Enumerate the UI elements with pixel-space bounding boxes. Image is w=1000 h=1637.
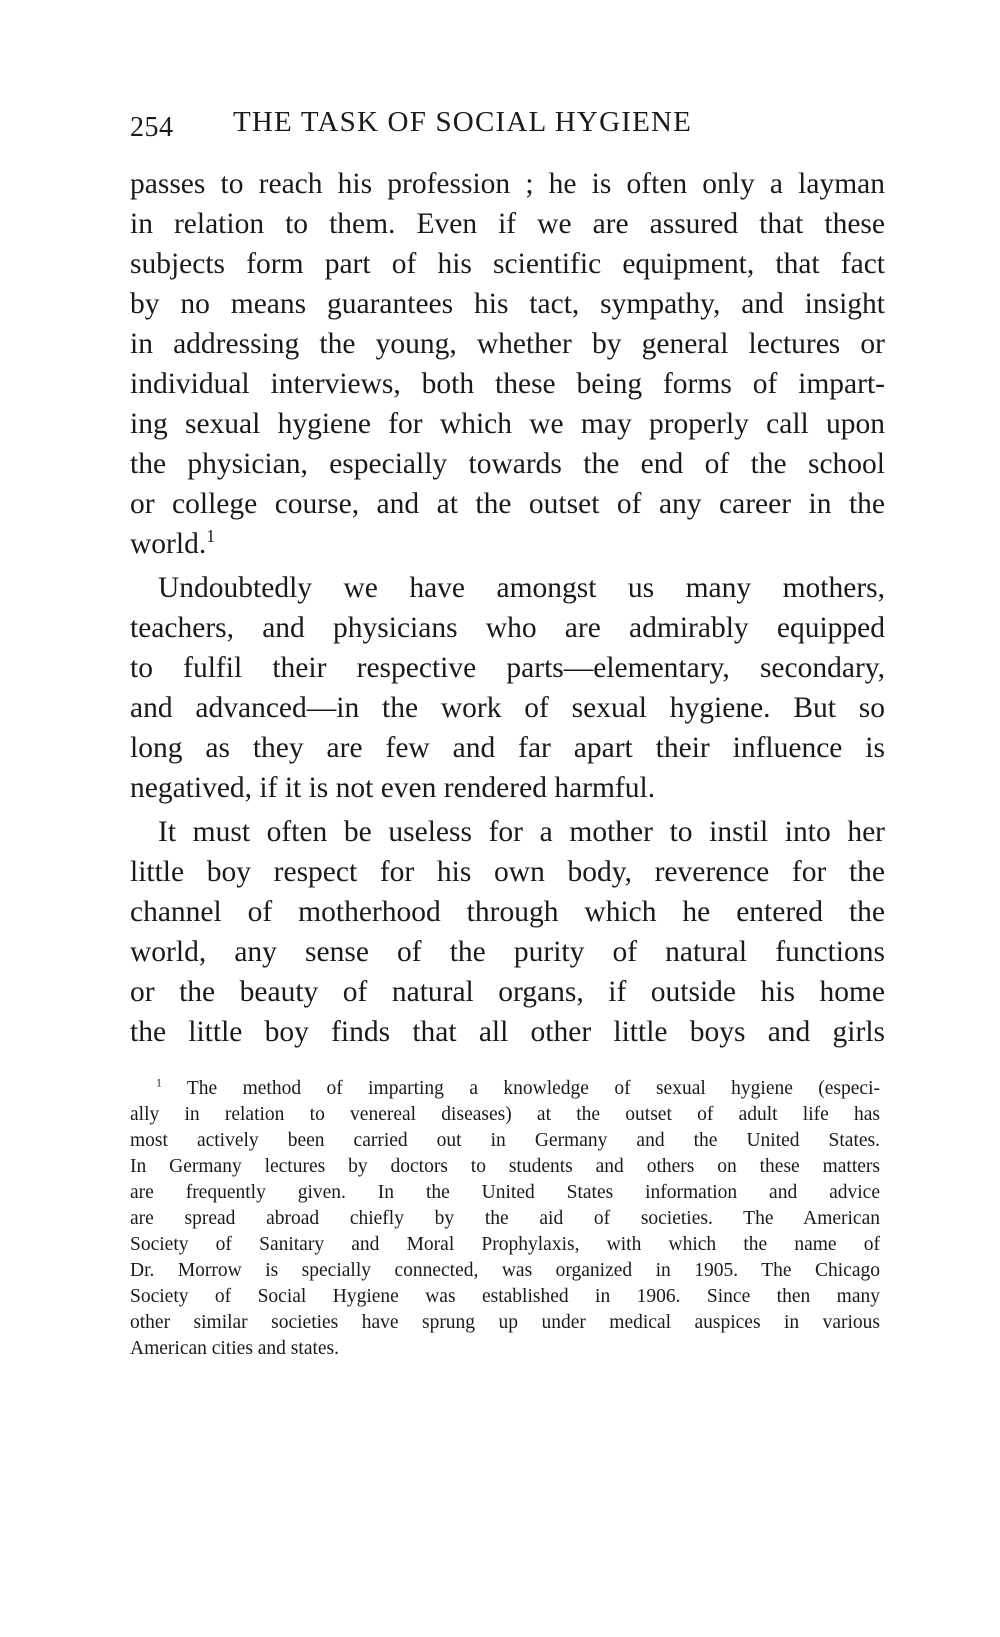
footnote-line: In Germany lectures by doctors to students and others on these matters (130, 1156, 880, 1177)
footnote-line: Society of Sanitary and Moral Prophylaxis, with which the name of (130, 1234, 880, 1255)
footnote-line: Dr. Morrow is specially connected, was organized in 1905. The Chicago (130, 1260, 880, 1281)
body-line: negatived, if it is not even rendered harmful. (130, 772, 656, 804)
footnote-line: American cities and states. (130, 1338, 340, 1359)
page-number: 254 (130, 112, 174, 143)
footnote-line: are frequently given. In the United States information and advice (130, 1182, 880, 1203)
body-line (130, 524, 885, 564)
footnote-text: The method of imparting a knowledge of sexual hygiene (especi- (186, 1078, 880, 1099)
body-line: channel of motherhood through which he entered the (130, 896, 885, 928)
body-line: in relation to them. Even if we are assured that these (130, 208, 885, 240)
body-line: by no means guarantees his tact, sympathy, and insight (130, 288, 885, 320)
body-line: and advanced—in the work of sexual hygiene. But so (130, 692, 885, 724)
body-line: passes to reach his profession ; he is often only a layman (130, 168, 885, 200)
body-line: teachers, and physicians who are admirably equipped (130, 612, 885, 644)
running-head (130, 106, 890, 150)
body-line: subjects form part of his scientific equipment, that fact (130, 248, 885, 280)
body-line: the little boy finds that all other little boys and girls (130, 1016, 885, 1048)
body-line: in addressing the young, whether by general lectures or (130, 328, 885, 360)
body-line: It must often be useless for a mother to instil into her (158, 816, 885, 848)
body-line-text: world. (130, 528, 207, 560)
body-line: long as they are few and far apart their influence is (130, 732, 885, 764)
body-line: to fulfil their respective parts—elementary, secondary, (130, 652, 885, 684)
running-title: THE TASK OF SOCIAL HYGIENE (233, 106, 693, 138)
footnote-line (130, 1076, 880, 1102)
body-line: little boy respect for his own body, reverence for the (130, 856, 885, 888)
footnote-line: Society of Social Hygiene was established in 1906. Since then many (130, 1286, 880, 1307)
body-line: ing sexual hygiene for which we may properly call upon (130, 408, 885, 440)
body-line: or college course, and at the outset of any career in the (130, 488, 885, 520)
body-line: Undoubtedly we have amongst us many mothers, (158, 572, 885, 604)
footnote-line: other similar societies have sprung up under medical auspices in various (130, 1312, 880, 1333)
footnote-reference: 1 (206, 526, 216, 547)
footnote-marker: 1 (156, 1076, 162, 1090)
body-line: world, any sense of the purity of natural functions (130, 936, 885, 968)
footnote-line: ally in relation to venereal diseases) at the outset of adult life has (130, 1104, 880, 1125)
footnote-line: are spread abroad chiefly by the aid of societies. The American (130, 1208, 880, 1229)
footnote-line: most actively been carried out in Germany and the United States. (130, 1130, 880, 1151)
body-line: the physician, especially towards the end of the school (130, 448, 885, 480)
body-line: individual interviews, both these being forms of impart- (130, 368, 885, 400)
body-line: or the beauty of natural organs, if outside his home (130, 976, 885, 1008)
